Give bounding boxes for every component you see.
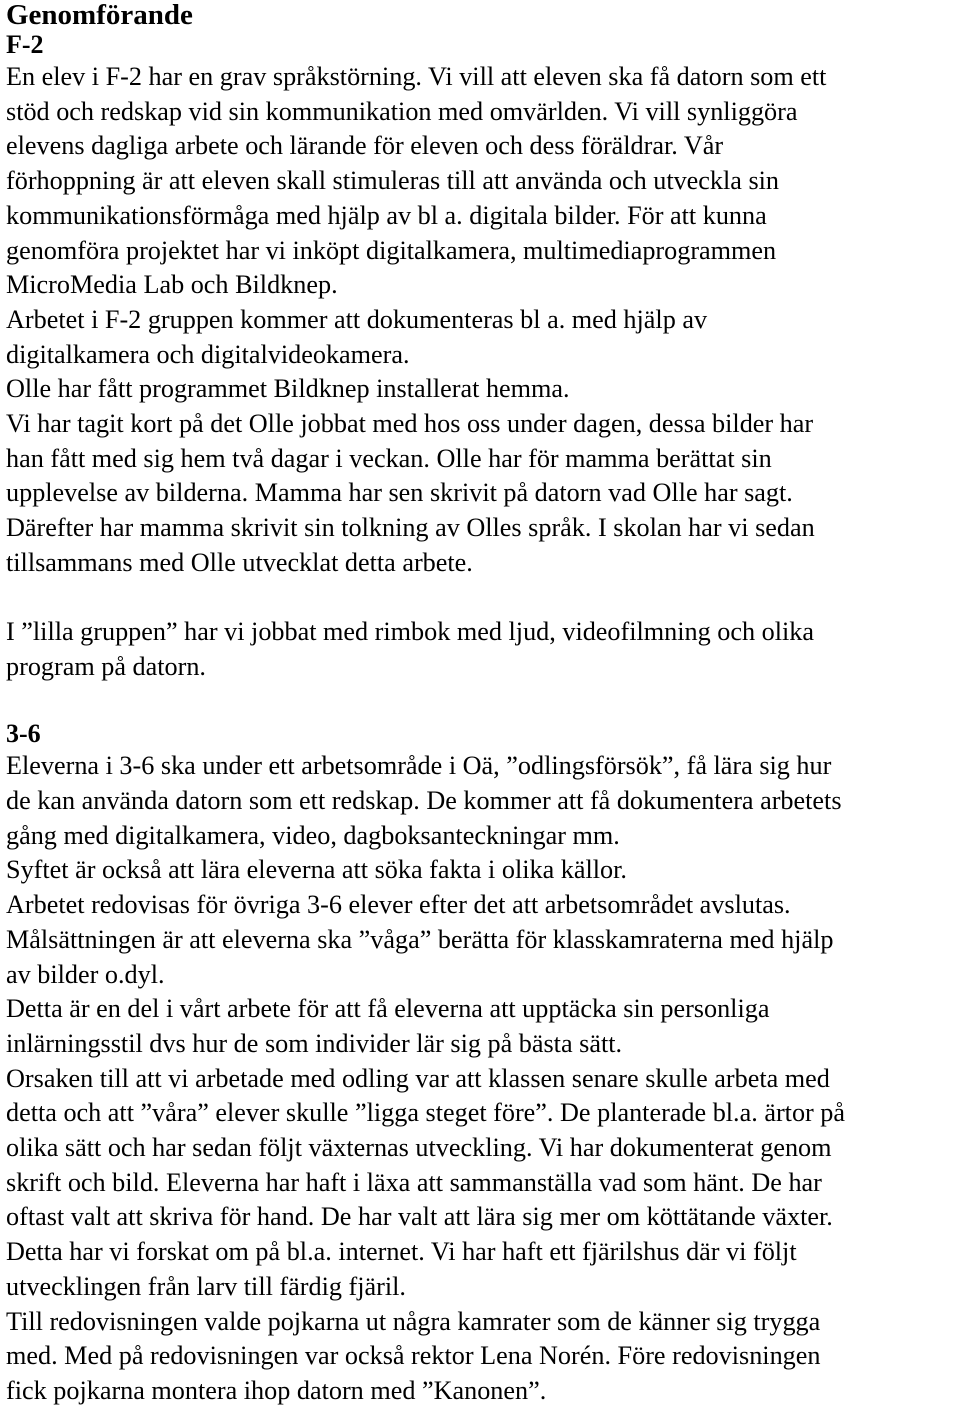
text-line: Målsättningen är att eleverna ska ”våga” berätta för klasskamraterna med hjälp bbox=[6, 924, 834, 954]
text-line: han fått med sig hem två dagar i veckan. Olle har för mamma berättat sin bbox=[6, 443, 772, 473]
text-line: utvecklingen från larv till färdig fjäril. bbox=[6, 1271, 406, 1301]
text-line: Till redovisningen valde pojkarna ut några kamrater som de känner sig trygga bbox=[6, 1306, 821, 1336]
text-line: Eleverna i 3-6 ska under ett arbetsområde i Oä, ”odlingsförsök”, få lära sig hur bbox=[6, 751, 832, 781]
text-line: fick pojkarna montera ihop datorn med ”Kanonen”. bbox=[6, 1375, 547, 1405]
text-line: av bilder o.dyl. bbox=[6, 959, 165, 989]
text-line: olika sätt och har sedan följt växternas utveckling. Vi har dokumenterat genom bbox=[6, 1133, 832, 1163]
section-body bbox=[6, 749, 956, 1408]
text-line: program på datorn. bbox=[6, 651, 206, 681]
text-line: genomföra projektet har vi inköpt digitalkamera, multimediaprogrammen bbox=[6, 235, 777, 265]
page-title: Genomförande bbox=[6, 0, 193, 31]
section-heading: 3-6 bbox=[6, 719, 41, 749]
section-3-6 bbox=[6, 719, 956, 1408]
text-line: Arbetet i F-2 gruppen kommer att dokumenteras bl a. med hjälp av bbox=[6, 304, 708, 334]
text-line: skrift och bild. Eleverna har haft i läxa att sammanställa vad som hänt. De har bbox=[6, 1167, 822, 1197]
text-line: Detta är en del i vårt arbete för att få eleverna att upptäcka sin personliga bbox=[6, 994, 770, 1024]
text-line: förhoppning är att eleven skall stimuleras till att använda och utveckla sin bbox=[6, 166, 780, 196]
text-line: Detta har vi forskat om på bl.a. internet. Vi har haft ett fjärilshus där vi följt bbox=[6, 1237, 797, 1267]
text-line: Syftet är också att lära eleverna att söka fakta i olika källor. bbox=[6, 855, 627, 885]
text-line: kommunikationsförmåga med hjälp av bl a. digitala bilder. För att kunna bbox=[6, 200, 767, 230]
text-line: elevens dagliga arbete och lärande för eleven och dess föräldrar. Vår bbox=[6, 131, 724, 161]
text-line: MicroMedia Lab och Bildknep. bbox=[6, 270, 338, 300]
paragraph-gap bbox=[6, 685, 956, 720]
text-line: Orsaken till att vi arbetade med odling var att klassen senare skulle arbeta med bbox=[6, 1063, 830, 1093]
section-body bbox=[6, 60, 956, 581]
text-line: gång med digitalkamera, video, dagboksanteckningar mm. bbox=[6, 820, 620, 850]
text-line: En elev i F-2 har en grav språkstörning. Vi vill att eleven ska få datorn som ett bbox=[6, 62, 827, 91]
text-line: tillsammans med Olle utvecklat detta arbete. bbox=[6, 547, 473, 577]
section-heading: F-2 bbox=[6, 30, 44, 59]
text-line: upplevelse av bilderna. Mamma har sen skrivit på datorn vad Olle har sagt. bbox=[6, 478, 793, 508]
text-line: Därefter har mamma skrivit sin tolkning av Olles språk. I skolan har vi sedan bbox=[6, 513, 815, 543]
text-line: inlärningsstil dvs hur de som individer lär sig på bästa sätt. bbox=[6, 1028, 623, 1058]
section-f2 bbox=[6, 30, 956, 719]
text-line: I ”lilla gruppen” har vi jobbat med rimbok med ljud, videofilmning och olika bbox=[6, 617, 814, 647]
section-body-extra bbox=[6, 615, 956, 684]
text-line: oftast valt att skriva för hand. De har valt att lära sig mer om köttätande växter. bbox=[6, 1202, 833, 1232]
text-line: detta och att ”våra” elever skulle ”ligga steget före”. De planterade bl.a. ärtor på bbox=[6, 1098, 846, 1128]
text-line: de kan använda datorn som ett redskap. De kommer att få dokumentera arbetets bbox=[6, 786, 842, 816]
text-line: digitalkamera och digitalvideokamera. bbox=[6, 339, 410, 369]
text-line: med. Med på redovisningen var också rektor Lena Norén. Före redovisningen bbox=[6, 1341, 821, 1371]
paragraph-gap bbox=[6, 581, 956, 616]
text-line: Arbetet redovisas för övriga 3-6 elever efter det att arbetsområdet avslutas. bbox=[6, 890, 791, 920]
text-line: Vi har tagit kort på det Olle jobbat med hos oss under dagen, dessa bilder har bbox=[6, 409, 814, 439]
text-line: stöd och redskap vid sin kommunikation med omvärlden. Vi vill synliggöra bbox=[6, 96, 798, 126]
text-line: Olle har fått programmet Bildknep installerat hemma. bbox=[6, 374, 570, 404]
